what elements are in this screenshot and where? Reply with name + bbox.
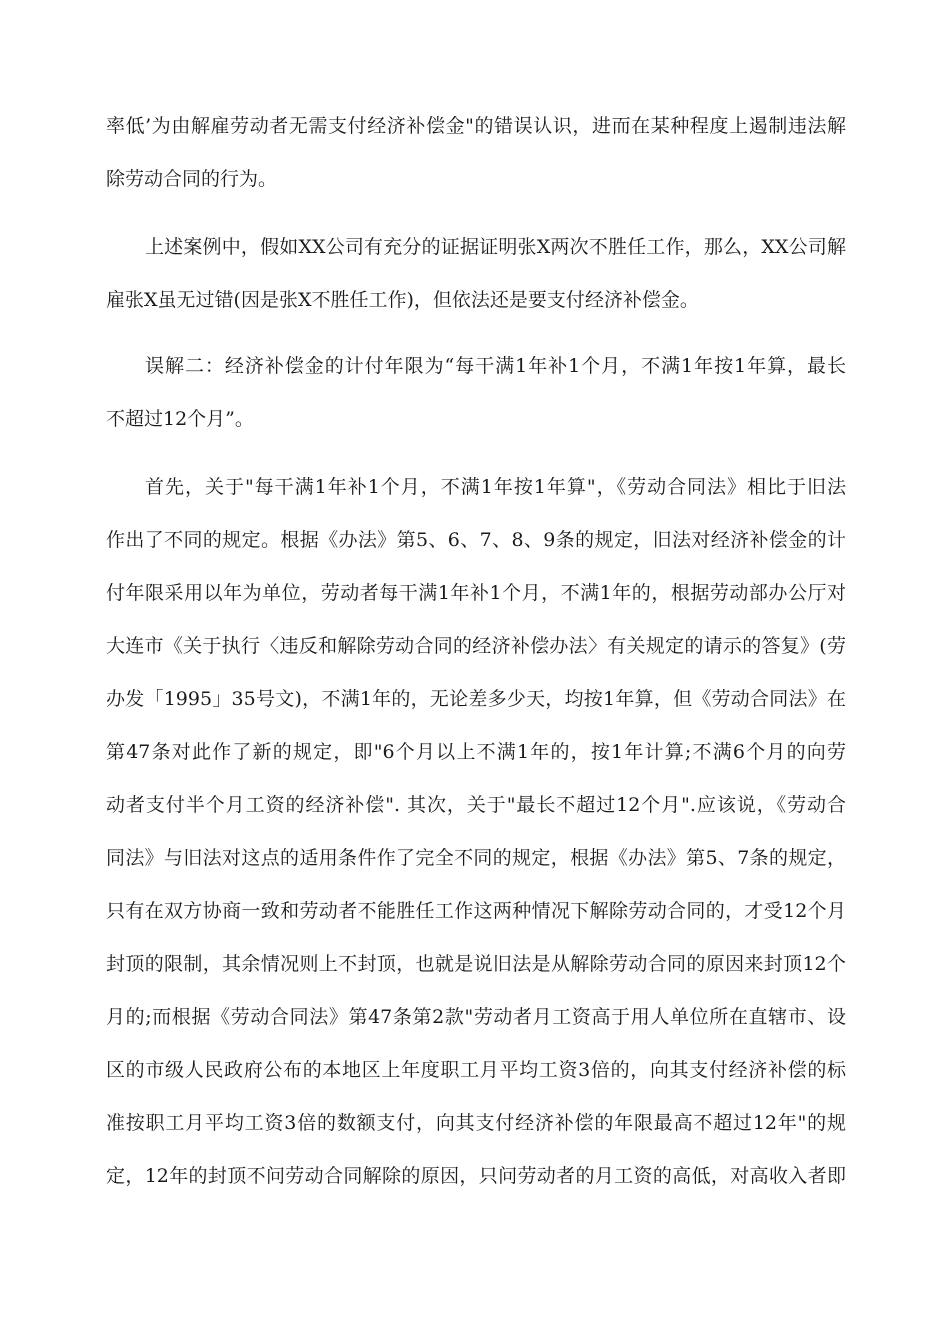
paragraph-4-line-1: 首先，关于"每干满1年补1个月，不满1年按1年算"，《劳动合同法》相比于旧法 [145,476,846,498]
paragraph-4-line-7: 动者支付半个月工资的经济补偿". 其次，关于"最长不超过12个月".应该说，《劳动合 [106,794,846,816]
paragraph-2-line-2: 雇张X虽无过错(因是张X不胜任工作)，但依法还是要支付经济补偿金。 [106,289,699,311]
paragraph-4-line-14: 定，12年的封顶不问劳动合同解除的原因，只问劳动者的月工资的高低，对高收入者即 [106,1165,846,1187]
paragraph-4-line-6: 第47条对此作了新的规定，即"6个月以上不满1年的，按1年计算;不满6个月的向劳 [106,741,846,763]
paragraph-4-line-4: 大连市《关于执行〈违反和解除劳动合同的经济补偿办法〉有关规定的请示的答复》(劳 [106,635,846,657]
paragraph-4-line-11: 月的;而根据《劳动合同法》第47条第2款"劳动者月工资高于用人单位所在直辖市、设 [106,1006,846,1028]
paragraph-1-line-1: 率低’为由解雇劳动者无需支付经济补偿金"的错误认识，进而在某种程度上遏制违法解 [106,115,846,137]
paragraph-3-line-2: 不超过12个月”。 [106,408,254,430]
paragraph-4-line-12: 区的市级人民政府公布的本地区上年度职工月平均工资3倍的，向其支付经济补偿的标 [106,1059,846,1081]
paragraph-4-line-10: 封顶的限制，其余情况则上不封顶，也就是说旧法是从解除劳动合同的原因来封顶12个 [106,953,846,975]
paragraph-4-line-9: 只有在双方协商一致和劳动者不能胜任工作这两种情况下解除劳动合同的，才受12个月 [106,900,846,922]
paragraph-4-line-13: 准按职工月平均工资3倍的数额支付，向其支付经济补偿的年限最高不超过12年"的规 [106,1112,846,1134]
paragraph-4-line-5: 办发「1995」35号文)，不满1年的，无论差多少天，均按1年算，但《劳动合同法》在 [106,688,846,710]
paragraph-4-line-3: 付年限采用以年为单位，劳动者每干满1年补1个月，不满1年的，根据劳动部办公厅对 [106,582,846,604]
paragraph-3-line-1: 误解二：经济补偿金的计付年限为“每干满1年补1个月，不满1年按1年算，最长 [145,355,846,377]
paragraph-1-line-2: 除劳动合同的行为。 [106,168,278,190]
paragraph-2-line-1: 上述案例中，假如XX公司有充分的证据证明张X两次不胜任工作，那么，XX公司解 [145,236,846,258]
paragraph-4-line-2: 作出了不同的规定。根据《办法》第5、6、7、8、9条的规定，旧法对经济补偿金的计 [106,529,846,551]
paragraph-4-line-8: 同法》与旧法对这点的适用条件作了完全不同的规定，根据《办法》第5、7条的规定， [106,847,846,869]
